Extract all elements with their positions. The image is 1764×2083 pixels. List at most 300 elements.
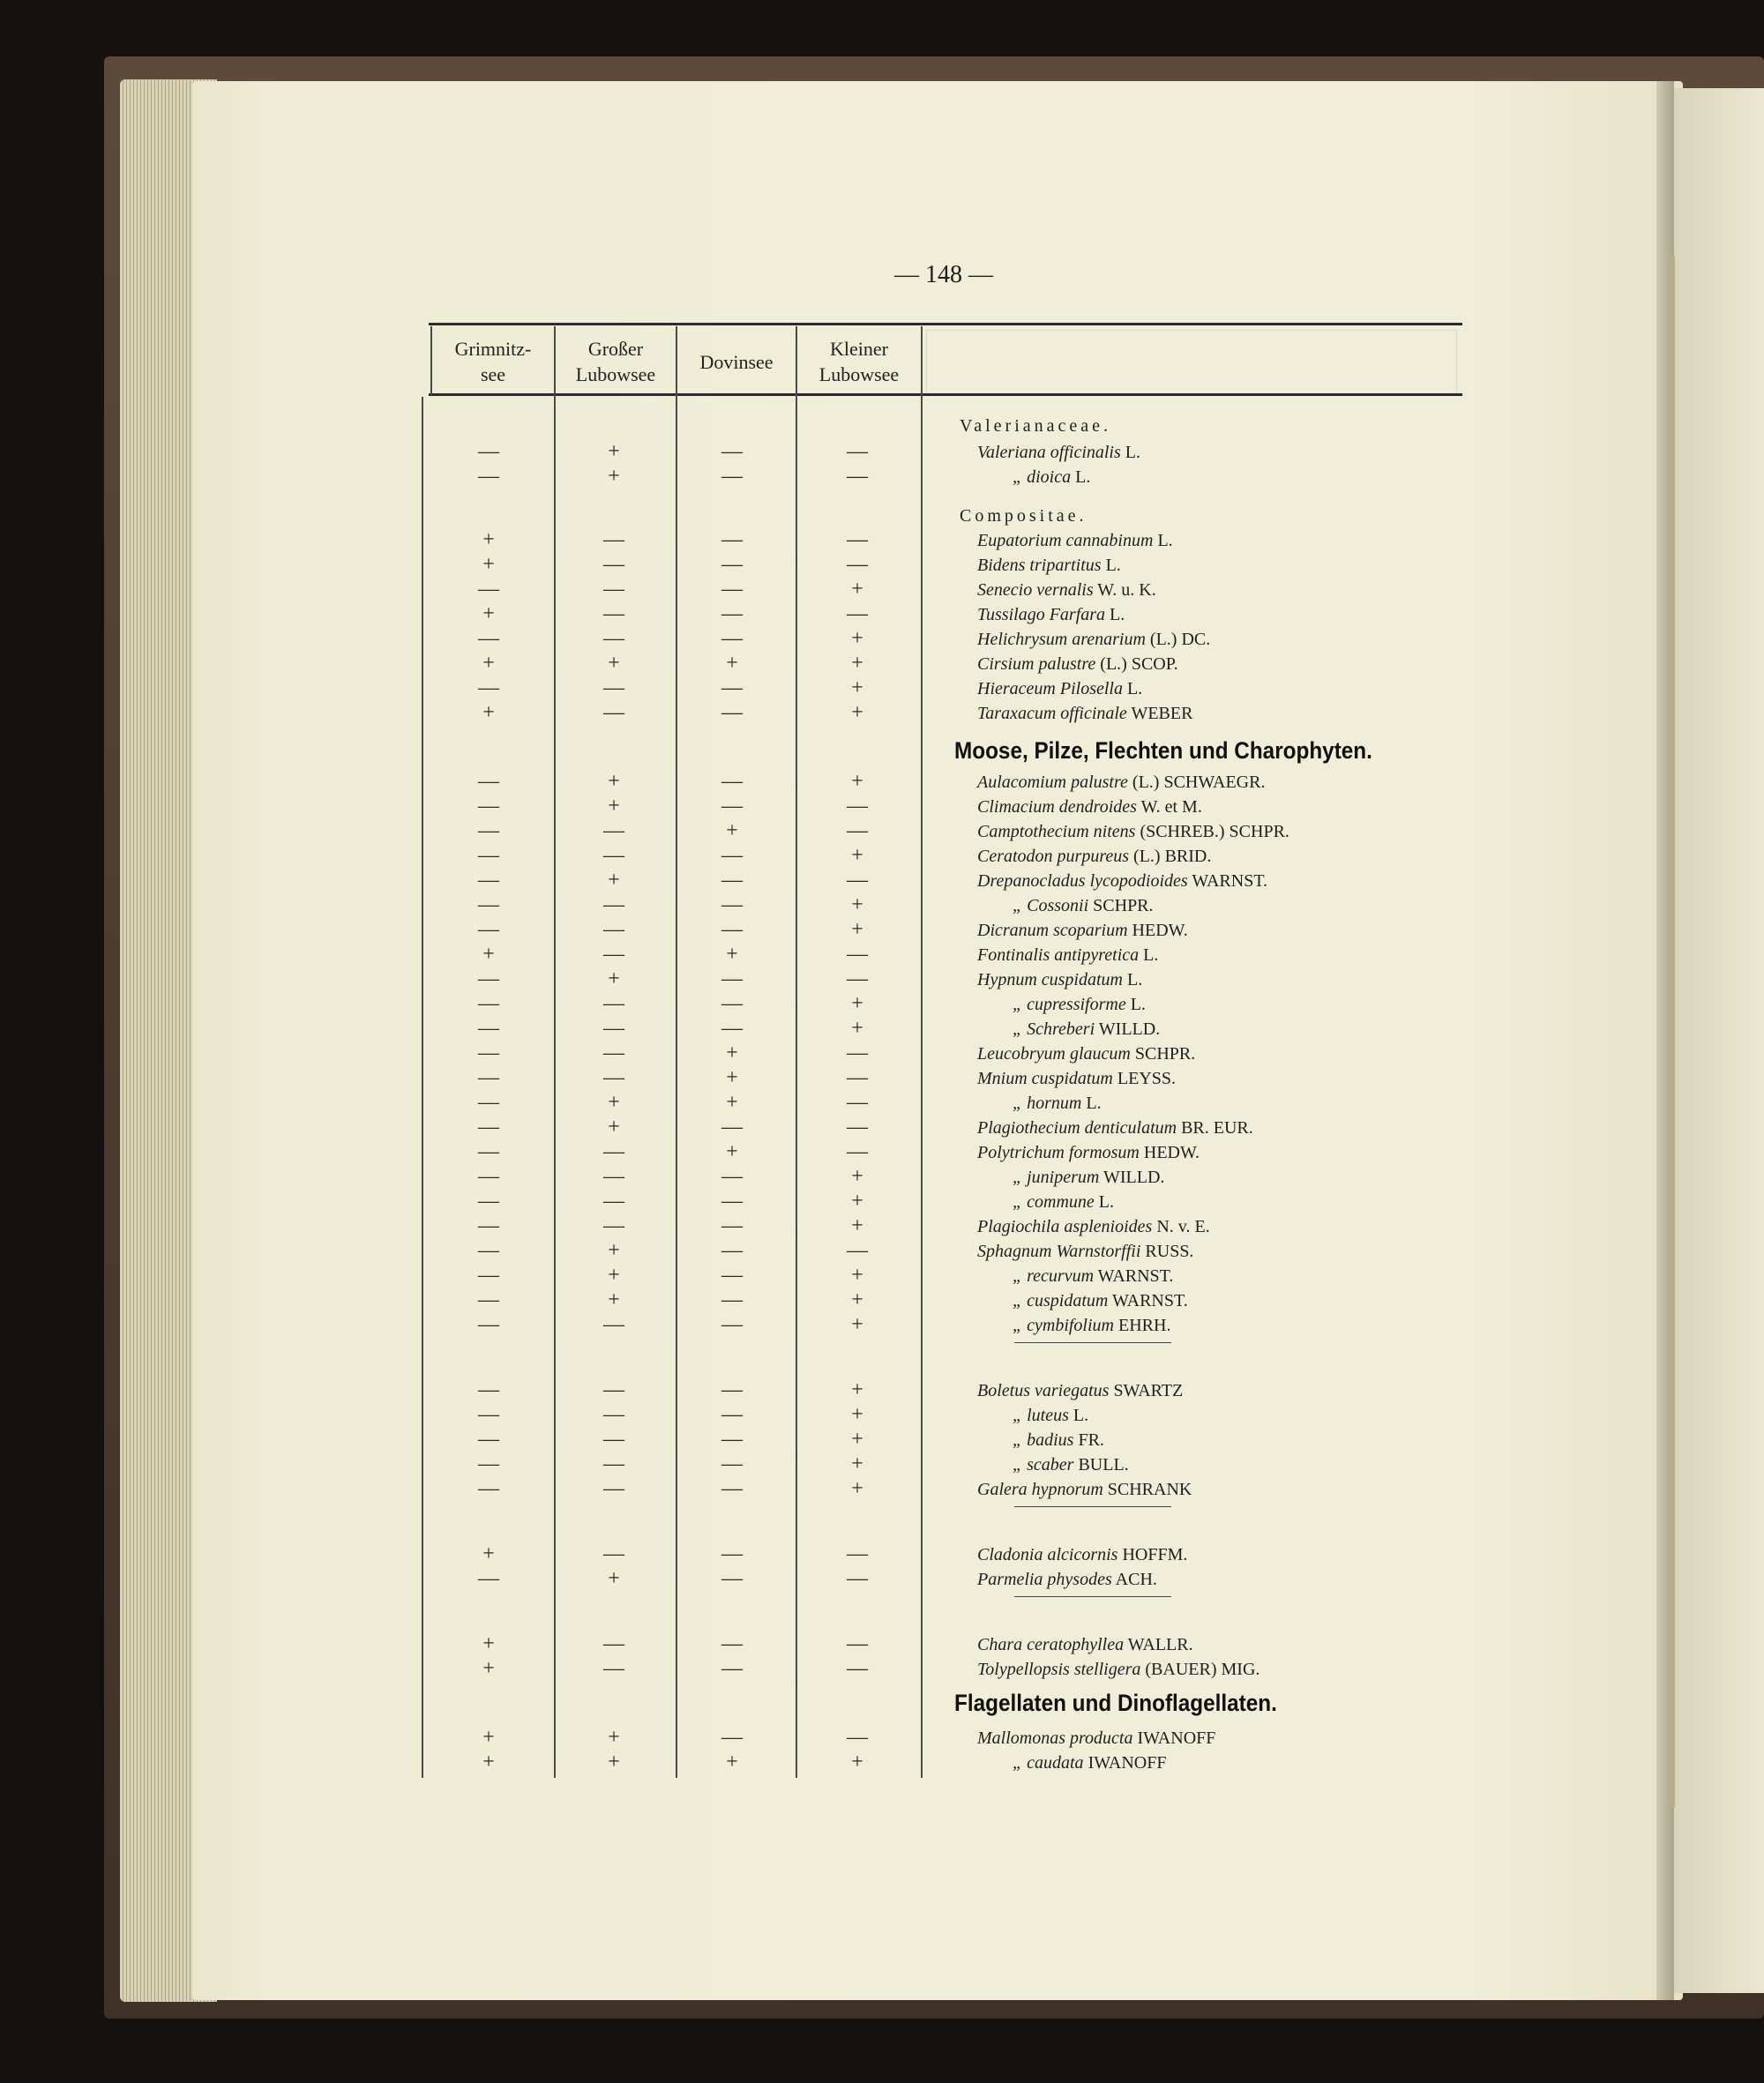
presence-mark: — (603, 1657, 624, 1680)
presence-mark: + (851, 1428, 863, 1451)
presence-mark: — (721, 1452, 743, 1475)
presence-mark: — (847, 1657, 868, 1680)
presence-mark: — (478, 1477, 499, 1500)
species-name: „ hornum (1013, 1094, 1082, 1113)
species-name: Mallomonas producta (977, 1728, 1133, 1748)
species-author: (L.) SCOP. (1100, 654, 1178, 674)
presence-mark: + (608, 770, 620, 793)
species-entry (977, 968, 1142, 991)
species-name: „ Schreberi (1013, 1019, 1095, 1039)
presence-mark: + (608, 1116, 620, 1139)
species-entry (1013, 1092, 1102, 1115)
column-divider (796, 326, 797, 1778)
species-name: „ recurvum (1013, 1266, 1095, 1286)
presence-mark: + (726, 1042, 738, 1064)
presence-mark: — (478, 1378, 499, 1401)
species-name: Cirsium palustre (977, 654, 1096, 674)
presence-mark: + (482, 1632, 495, 1655)
presence-mark: + (726, 1091, 738, 1114)
species-entry (1013, 1166, 1164, 1189)
presence-mark: + (482, 1542, 495, 1565)
species-author: IWANOFF (1137, 1728, 1216, 1748)
presence-mark: + (608, 795, 620, 818)
species-author: L. (1126, 970, 1143, 989)
presence-mark: + (608, 1264, 620, 1287)
presence-mark: + (726, 943, 738, 966)
species-name: Tussilago Farfara (977, 605, 1106, 624)
presence-mark: — (603, 1140, 624, 1163)
presence-mark: — (478, 578, 499, 601)
presence-mark: + (608, 465, 620, 488)
species-entry (1013, 993, 1146, 1016)
table-top-rule (429, 323, 1462, 325)
species-name: Senecio vernalis (977, 580, 1094, 600)
presence-mark: + (608, 967, 620, 990)
species-entry (977, 1543, 1187, 1566)
presence-mark: + (851, 1313, 863, 1336)
presence-mark: — (847, 1042, 868, 1064)
presence-mark: — (721, 1726, 743, 1749)
presence-mark: — (478, 676, 499, 699)
presence-mark: — (847, 967, 868, 990)
species-name: „ commune (1013, 1192, 1095, 1212)
species-author: L. (1126, 679, 1143, 698)
species-entry (1013, 1289, 1188, 1312)
presence-mark: — (721, 465, 743, 488)
species-author: WEBER (1131, 704, 1193, 723)
species-entry (977, 677, 1142, 700)
presence-mark: — (603, 627, 624, 650)
species-author: ACH. (1115, 1570, 1157, 1589)
species-entry (977, 653, 1178, 676)
species-name: Fontinalis antipyretica (977, 945, 1140, 965)
species-author: (SCHREB.) SCHPR. (1140, 822, 1289, 841)
species-entry (1013, 1191, 1114, 1213)
presence-mark: — (478, 893, 499, 916)
presence-mark: + (851, 1264, 863, 1287)
presence-mark: + (482, 528, 495, 551)
presence-mark: + (851, 701, 863, 724)
presence-mark: — (721, 1239, 743, 1262)
presence-mark: — (721, 1165, 743, 1188)
species-author: L. (1086, 1094, 1102, 1113)
species-name: Dicranum scoparium (977, 921, 1128, 940)
presence-mark: — (721, 553, 743, 576)
presence-mark: + (726, 652, 738, 675)
presence-mark: — (847, 1140, 868, 1163)
presence-mark: — (847, 1239, 868, 1262)
presence-mark: — (478, 1288, 499, 1311)
presence-mark: + (608, 1726, 620, 1749)
presence-mark: — (721, 795, 743, 818)
presence-mark: + (851, 770, 863, 793)
species-entry (977, 1215, 1210, 1238)
presence-mark: + (851, 1190, 863, 1213)
presence-mark: — (847, 1567, 868, 1590)
presence-mark: — (603, 1378, 624, 1401)
species-name: Plagiochila asplenioides (977, 1217, 1153, 1236)
presence-mark: — (478, 992, 499, 1015)
species-author: WILLD. (1098, 1019, 1161, 1039)
species-author: (L.) BRID. (1133, 847, 1212, 866)
presence-mark: + (851, 627, 863, 650)
presence-mark: — (603, 1403, 624, 1426)
presence-mark: — (721, 770, 743, 793)
presence-mark: — (721, 1403, 743, 1426)
species-author: L. (1098, 1192, 1114, 1212)
presence-mark: — (603, 1428, 624, 1451)
species-author: WARNST. (1192, 871, 1268, 891)
column-header-dovinsee: Dovinsee (699, 350, 774, 373)
presence-mark: + (851, 1477, 863, 1500)
presence-mark: + (608, 1091, 620, 1114)
species-author: LEYSS. (1117, 1069, 1177, 1088)
presence-mark: + (482, 1726, 495, 1749)
presence-mark: — (603, 1190, 624, 1213)
species-entry (977, 1727, 1215, 1750)
species-author: WALLR. (1127, 1635, 1193, 1654)
presence-mark: — (478, 1066, 499, 1089)
presence-mark: — (478, 770, 499, 793)
presence-mark: + (608, 440, 620, 463)
species-entry (977, 702, 1192, 725)
species-author: W. u. K. (1097, 580, 1156, 600)
presence-mark: — (478, 1567, 499, 1590)
species-name: Ceratodon purpureus (977, 847, 1130, 866)
species-name: Hieraceum Pilosella (977, 679, 1123, 698)
species-name: „ cymbifolium (1013, 1316, 1114, 1335)
presence-mark: — (721, 1288, 743, 1311)
presence-mark: — (603, 1017, 624, 1040)
presence-mark: — (478, 1214, 499, 1237)
facing-page (1674, 88, 1764, 1993)
column-header-kleiner-lubowsee: Kleiner Lubowsee (818, 338, 900, 385)
binding-thread (1671, 256, 1675, 1808)
presence-mark: — (603, 844, 624, 867)
presence-mark: — (847, 1632, 868, 1655)
presence-mark: + (608, 1567, 620, 1590)
species-entry (977, 795, 1202, 818)
presence-mark: + (851, 652, 863, 675)
species-name: „ dioica (1013, 467, 1072, 487)
presence-mark: — (603, 528, 624, 551)
presence-mark: — (721, 528, 743, 551)
presence-mark: — (603, 602, 624, 625)
presence-mark: — (603, 1214, 624, 1237)
species-author: EHRH. (1118, 1316, 1171, 1335)
presence-mark: — (603, 1165, 624, 1188)
species-entry (1013, 1453, 1129, 1476)
species-entry (977, 771, 1265, 794)
family-heading: Compositae. (960, 506, 1088, 526)
presence-mark: + (851, 676, 863, 699)
species-entry (977, 579, 1156, 601)
presence-mark: — (478, 918, 499, 941)
table-left-edge (422, 397, 423, 1778)
presence-mark: — (721, 676, 743, 699)
column-divider (921, 326, 923, 1778)
species-name: Bidens tripartitus (977, 556, 1102, 575)
presence-mark: — (847, 602, 868, 625)
presence-mark: — (478, 1116, 499, 1139)
species-name: Hypnum cuspidatum (977, 970, 1123, 989)
presence-mark: + (608, 1288, 620, 1311)
species-author: L. (1105, 556, 1121, 575)
presence-mark: + (482, 602, 495, 625)
presence-mark: — (847, 1116, 868, 1139)
presence-mark: — (478, 1239, 499, 1262)
presence-mark: + (851, 578, 863, 601)
species-author: SCHRANK (1107, 1480, 1192, 1499)
species-entry (977, 628, 1210, 651)
table-header-rule (429, 393, 1462, 396)
presence-mark: + (851, 1017, 863, 1040)
species-entry (977, 1240, 1193, 1263)
presence-mark: + (726, 1066, 738, 1089)
species-entry (1013, 1314, 1170, 1337)
presence-mark: + (851, 1751, 863, 1773)
presence-mark: — (721, 602, 743, 625)
species-author: FR. (1078, 1430, 1104, 1450)
presence-mark: — (847, 465, 868, 488)
species-name: Valeriana officinalis (977, 443, 1121, 462)
presence-mark: — (478, 1190, 499, 1213)
presence-mark: — (603, 1452, 624, 1475)
presence-mark: — (721, 1657, 743, 1680)
species-name: Climacium dendroides (977, 797, 1137, 817)
species-entry (977, 441, 1140, 464)
species-author: L. (1110, 605, 1125, 624)
species-entry (977, 554, 1121, 577)
species-entry (1013, 894, 1154, 917)
species-name: Cladonia alcicornis (977, 1545, 1118, 1564)
presence-mark: — (603, 819, 624, 842)
section-heading: Moose, Pilze, Flechten und Charophyten. (954, 737, 1372, 764)
column-divider (676, 326, 677, 1778)
presence-mark: — (847, 553, 868, 576)
species-name: Parmelia physodes (977, 1570, 1112, 1589)
species-author: L. (1157, 531, 1173, 550)
show-through-header (926, 330, 1457, 395)
species-entry (977, 1658, 1259, 1681)
species-name: Mnium cuspidatum (977, 1069, 1113, 1088)
species-author: (BAUER) MIG. (1145, 1660, 1260, 1679)
species-entry (977, 1042, 1195, 1065)
presence-mark: — (721, 1190, 743, 1213)
species-name: „ luteus (1013, 1406, 1069, 1425)
species-author: L. (1130, 995, 1146, 1014)
presence-mark: — (603, 676, 624, 699)
presence-mark: — (847, 869, 868, 892)
group-separator (1014, 1596, 1171, 1597)
presence-mark: + (851, 1378, 863, 1401)
presence-mark: — (478, 869, 499, 892)
species-author: N. v. E. (1156, 1217, 1210, 1236)
presence-mark: — (478, 1017, 499, 1040)
species-author: HEDW. (1143, 1143, 1200, 1162)
presence-mark: + (851, 1288, 863, 1311)
presence-mark: — (847, 1066, 868, 1089)
presence-mark: + (851, 1403, 863, 1426)
species-entry (977, 919, 1188, 942)
presence-mark: + (726, 819, 738, 842)
species-entry (1013, 466, 1090, 489)
presence-mark: — (478, 1091, 499, 1114)
presence-mark: — (847, 795, 868, 818)
species-name: Tolypellopsis stelligera (977, 1660, 1141, 1679)
presence-mark: — (478, 1313, 499, 1336)
species-entry (977, 1141, 1200, 1164)
presence-mark: + (608, 652, 620, 675)
presence-mark: — (603, 893, 624, 916)
species-name: „ cupressiforme (1013, 995, 1126, 1014)
presence-mark: — (721, 1313, 743, 1336)
presence-mark: — (721, 844, 743, 867)
presence-mark: + (726, 1140, 738, 1163)
presence-mark: — (603, 1632, 624, 1655)
species-entry (1013, 1018, 1160, 1041)
species-name: „ Cossonii (1013, 896, 1089, 915)
species-entry (977, 1478, 1192, 1501)
presence-mark: + (482, 652, 495, 675)
presence-mark: — (721, 869, 743, 892)
presence-mark: — (478, 967, 499, 990)
species-author: BR. EUR. (1181, 1118, 1253, 1138)
column-header-grimnitzsee: Grimnitz- see (454, 338, 532, 385)
species-name: Sphagnum Warnstorffii (977, 1242, 1141, 1261)
presence-mark: — (603, 918, 624, 941)
presence-mark: — (721, 1264, 743, 1287)
presence-mark: — (847, 819, 868, 842)
species-name: Drepanocladus lycopodioides (977, 871, 1188, 891)
presence-mark: — (721, 1017, 743, 1040)
species-name: „ cuspidatum (1013, 1291, 1109, 1310)
species-entry (977, 603, 1125, 626)
presence-mark: — (721, 893, 743, 916)
species-name: „ badius (1013, 1430, 1074, 1450)
species-author: W. et M. (1140, 797, 1202, 817)
species-name: Plagiothecium denticulatum (977, 1118, 1177, 1138)
species-name: „ scaber (1013, 1455, 1074, 1475)
presence-mark: — (847, 1542, 868, 1565)
presence-mark: — (478, 1042, 499, 1064)
presence-mark: — (478, 1264, 499, 1287)
presence-mark: — (478, 440, 499, 463)
section-heading: Flagellaten und Dinoflagellaten. (954, 1690, 1277, 1716)
presence-mark: + (482, 553, 495, 576)
species-name: Chara ceratophyllea (977, 1635, 1125, 1654)
species-author: L. (1143, 945, 1159, 965)
species-name: Aulacomium palustre (977, 773, 1128, 792)
presence-mark: — (603, 578, 624, 601)
presence-mark: — (603, 1042, 624, 1064)
presence-mark: + (851, 992, 863, 1015)
presence-mark: — (721, 967, 743, 990)
presence-mark: — (721, 1428, 743, 1451)
species-entry (977, 820, 1289, 843)
presence-mark: — (721, 1477, 743, 1500)
species-entry (1013, 1429, 1104, 1452)
presence-mark: — (478, 1452, 499, 1475)
presence-mark: — (721, 1567, 743, 1590)
presence-mark: — (478, 1428, 499, 1451)
species-entry (977, 1379, 1183, 1402)
presence-mark: — (847, 943, 868, 966)
species-author: WILLD. (1102, 1168, 1165, 1187)
presence-mark: — (478, 795, 499, 818)
species-author: L. (1075, 467, 1091, 487)
presence-mark: — (603, 943, 624, 966)
species-name: Taraxacum officinale (977, 704, 1127, 723)
presence-mark: — (721, 1214, 743, 1237)
presence-mark: + (726, 1751, 738, 1773)
species-entry (977, 870, 1267, 892)
species-name: Helichrysum arenarium (977, 630, 1146, 649)
presence-mark: + (608, 869, 620, 892)
species-entry (977, 529, 1173, 552)
species-author: WARNST. (1111, 1291, 1188, 1310)
presence-mark: — (603, 992, 624, 1015)
family-heading: Valerianaceae. (960, 416, 1112, 436)
species-author: SWARTZ (1113, 1381, 1184, 1400)
species-author: (L.) SCHWAEGR. (1132, 773, 1266, 792)
species-entry (977, 1067, 1176, 1090)
species-author: L. (1125, 443, 1140, 462)
presence-mark: + (851, 1165, 863, 1188)
presence-mark: + (608, 1751, 620, 1773)
presence-mark: + (482, 1751, 495, 1773)
presence-mark: — (721, 627, 743, 650)
presence-mark: — (721, 1632, 743, 1655)
page-number: — 148 — (894, 261, 993, 288)
species-name: „ caudata (1013, 1753, 1084, 1773)
presence-mark: — (721, 440, 743, 463)
presence-mark: — (847, 528, 868, 551)
species-name: Polytrichum formosum (977, 1143, 1140, 1162)
presence-mark: — (478, 627, 499, 650)
group-separator (1014, 1506, 1171, 1507)
species-author: RUSS. (1145, 1242, 1194, 1261)
presence-mark: — (721, 1378, 743, 1401)
species-entry (977, 1568, 1157, 1591)
species-entry (977, 944, 1158, 967)
presence-mark: — (847, 440, 868, 463)
presence-mark: — (603, 1542, 624, 1565)
presence-mark: — (721, 578, 743, 601)
group-separator (1014, 1342, 1171, 1343)
species-name: Galera hypnorum (977, 1480, 1103, 1499)
presence-mark: + (608, 1239, 620, 1262)
species-author: SCHPR. (1134, 1044, 1196, 1064)
species-author: SCHPR. (1093, 896, 1154, 915)
presence-mark: — (478, 1165, 499, 1188)
species-entry (977, 1116, 1253, 1139)
presence-mark: — (603, 701, 624, 724)
presence-mark: + (482, 701, 495, 724)
presence-mark: — (603, 553, 624, 576)
species-entry (1013, 1265, 1173, 1288)
species-author: L. (1073, 1406, 1089, 1425)
species-author: WARNST. (1097, 1266, 1174, 1286)
species-name: Eupatorium cannabinum (977, 531, 1154, 550)
presence-mark: — (603, 1066, 624, 1089)
presence-mark: — (721, 1542, 743, 1565)
column-divider (554, 326, 556, 1778)
presence-mark: — (478, 465, 499, 488)
presence-mark: + (851, 893, 863, 916)
presence-mark: — (721, 701, 743, 724)
presence-mark: + (482, 943, 495, 966)
